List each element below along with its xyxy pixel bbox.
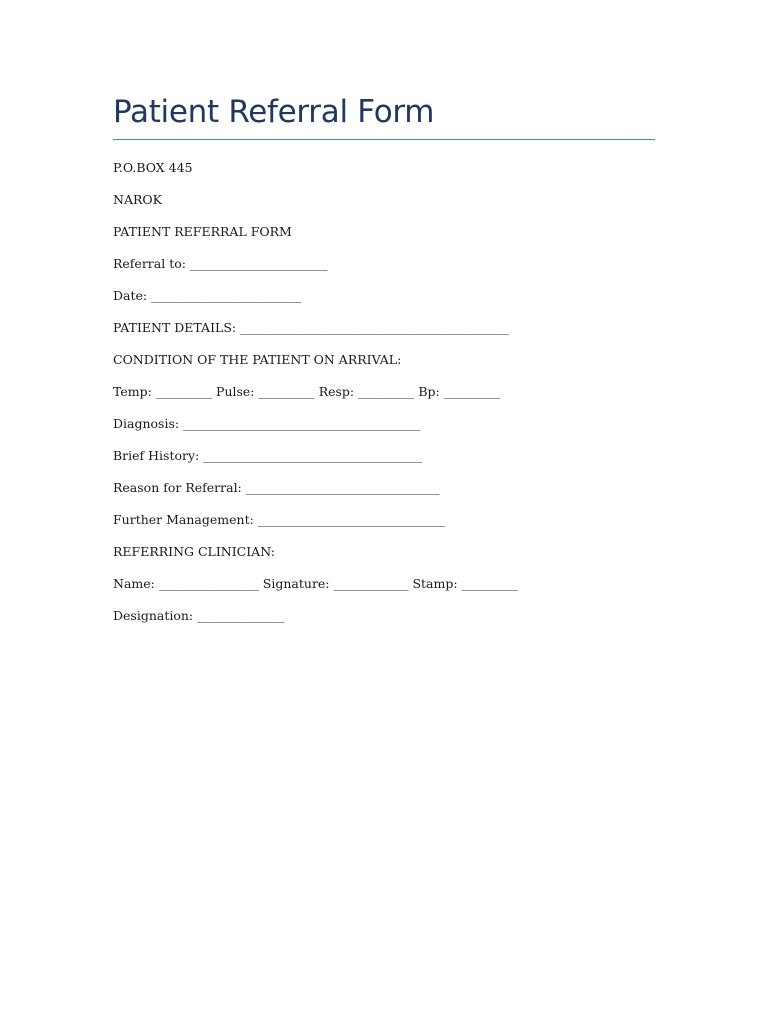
clinician-name-signature-stamp-fields: Name: ________________ Signature: ____________ Stamp: _________	[113, 576, 518, 591]
address-po-box: P.O.BOX 445	[113, 160, 193, 175]
referring-clinician-heading: REFERRING CLINICIAN:	[113, 544, 275, 559]
title-underline	[113, 139, 655, 140]
further-management-field: Further Management: ______________________________	[113, 512, 446, 527]
designation-field: Designation: ______________	[113, 608, 285, 623]
vitals-fields: Temp: _________ Pulse: _________ Resp: _________ Bp: _________	[113, 384, 500, 399]
referral-to-field: Referral to: ______________________	[113, 256, 328, 271]
date-field: Date: ________________________	[113, 288, 302, 303]
document-title: Patient Referral Form	[113, 94, 435, 130]
reason-for-referral-field: Reason for Referral: _______________________________	[113, 480, 440, 495]
diagnosis-field: Diagnosis: ______________________________________	[113, 416, 421, 431]
address-town: NAROK	[113, 192, 162, 207]
patient-details-field: PATIENT DETAILS: ___________________________________________	[113, 320, 509, 335]
brief-history-field: Brief History: ___________________________________	[113, 448, 422, 463]
condition-heading: CONDITION OF THE PATIENT ON ARRIVAL:	[113, 352, 402, 367]
form-heading: PATIENT REFERRAL FORM	[113, 224, 292, 239]
